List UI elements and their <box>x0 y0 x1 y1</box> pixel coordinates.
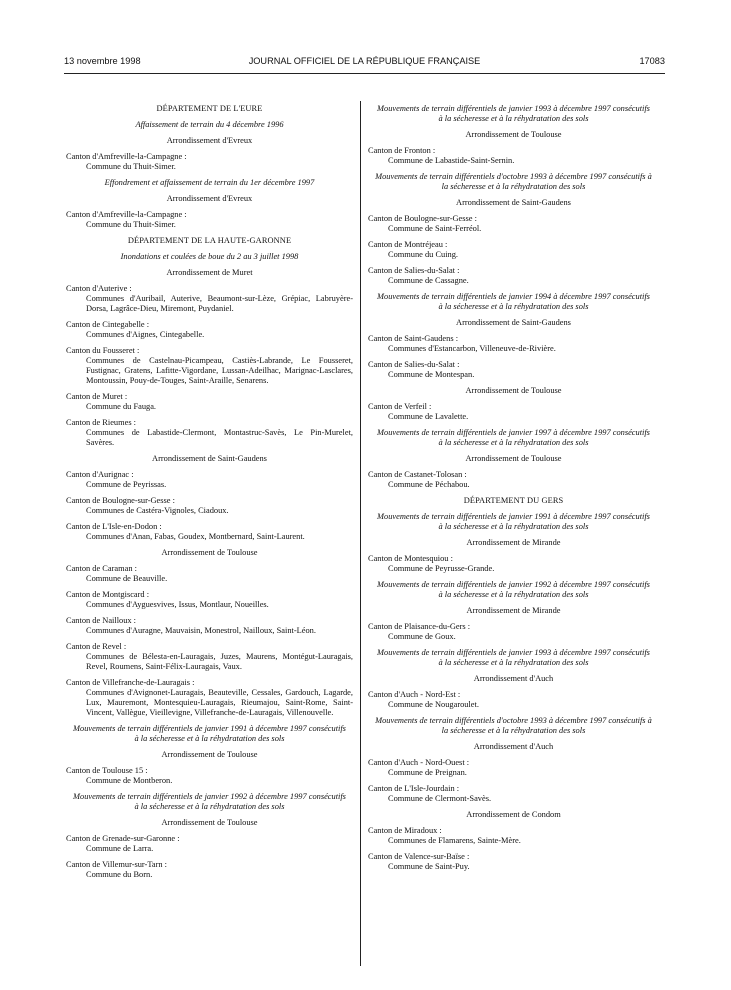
event-subtitle: Inondations et coulées de boue du 2 au 3 juillet 1998 <box>120 252 299 261</box>
canton-label: Canton de Caraman : <box>66 564 137 573</box>
arrondissement-heading: Arrondissement de Mirande <box>466 606 561 615</box>
canton-label: Canton d'Aurignac : <box>66 470 134 479</box>
event-subtitle: Mouvements de terrain différentiels d'octobre 1993 à décembre 1997 consécutifs à la sécheresse et à la réhydratation des sols <box>375 716 652 735</box>
communes-text: Commune de Beauville. <box>86 574 168 583</box>
communes-text: Commune de Saint-Ferréol. <box>388 224 482 233</box>
communes-text: Commune de Larra. <box>86 844 154 853</box>
department-title: DÉPARTEMENT DE L'EURE <box>156 104 263 113</box>
communes-text: Communes d'Ayguesvives, Issus, Montlaur, Noueilles. <box>86 600 269 609</box>
canton-label: Canton de Montgiscard : <box>66 590 150 599</box>
arrondissement-heading: Arrondissement de Toulouse <box>465 454 562 463</box>
communes-text: Commune du Fauga. <box>86 402 157 411</box>
communes-text: Communes de Bélesta-en-Lauragais, Juzes, Maurens, Montégut-Lauragais, Revel, Roumens, Saint-Félix-Lauragais, Vaux. <box>86 652 353 671</box>
event-subtitle: Mouvements de terrain différentiels de janvier 1992 à décembre 1997 consécutifs à la sécheresse et à la réhydratation des sols <box>377 580 650 599</box>
arrondissement-heading: Arrondissement de Saint-Gaudens <box>152 454 267 463</box>
communes-text: Commune de Preignan. <box>388 768 467 777</box>
canton-label: Canton de Muret : <box>66 392 128 401</box>
canton-label: Canton de Plaisance-du-Gers : <box>368 622 471 631</box>
event-subtitle: Mouvements de terrain différentiels de janvier 1993 à décembre 1997 consécutifs à la sécheresse et à la réhydratation des sols <box>377 648 650 667</box>
communes-text: Communes de Castelnau-Picampeau, Castiès-Labrande, Le Fousseret, Fustignac, Gratens, Lafitte-Vigordane, Lussan-Adeilhac, Marignac-Lasclares, Montoussin, Pouy-de-Touges, Saint-Araille, Senarens. <box>86 356 353 385</box>
arrondissement-heading: Arrondissement de Mirande <box>466 538 561 547</box>
department-title: DÉPARTEMENT DE LA HAUTE-GARONNE <box>127 236 292 245</box>
arrondissement-heading: Arrondissement d'Auch <box>473 674 554 683</box>
communes-text: Commune de Peyrusse-Grande. <box>388 564 495 573</box>
arrondissement-heading: Arrondissement de Toulouse <box>465 386 562 395</box>
communes-text: Commune de Lavalette. <box>388 412 469 421</box>
communes-text: Commune de Saint-Puy. <box>388 862 470 871</box>
communes-text: Communes d'Auribail, Auterive, Beaumont-sur-Lèze, Grépiac, Labruyère-Dorsa, Lagrâce-Dieu, Miremont, Puydaniel. <box>86 294 353 313</box>
canton-label: Canton de Miradoux : <box>368 826 442 835</box>
canton-label: Canton d'Amfreville-la-Campagne : <box>66 152 187 161</box>
canton-label: Canton de Boulogne-sur-Gesse : <box>66 496 175 505</box>
communes-text: Communes d'Estancarbon, Villeneuve-de-Rivière. <box>388 344 556 353</box>
event-subtitle: Effondrement et affaissement de terrain du 1er décembre 1997 <box>104 178 315 187</box>
canton-label: Canton de Salies-du-Salat : <box>368 266 460 275</box>
canton-label: Canton de Castanet-Tolosan : <box>368 470 467 479</box>
canton-label: Canton de Boulogne-sur-Gesse : <box>368 214 477 223</box>
canton-label: Canton de L'Isle-en-Dodon : <box>66 522 162 531</box>
canton-label: Canton d'Auch - Nord-Est : <box>368 690 461 699</box>
canton-label: Canton de Fronton : <box>368 146 436 155</box>
arrondissement-heading: Arrondissement de Toulouse <box>161 750 258 759</box>
communes-text: Commune de Nougaroulet. <box>388 700 479 709</box>
canton-label: Canton de Revel : <box>66 642 127 651</box>
arrondissement-heading: Arrondissement de Saint-Gaudens <box>456 198 571 207</box>
communes-text: Communes de Castéra-Vignoles, Ciadoux. <box>86 506 229 515</box>
canton-label: Canton de Montréjeau : <box>368 240 448 249</box>
header-date: 13 novembre 1998 <box>64 56 141 66</box>
arrondissement-heading: Arrondissement de Muret <box>166 268 253 277</box>
communes-text: Commune de Péchabou. <box>388 480 470 489</box>
event-subtitle: Mouvements de terrain différentiels de janvier 1991 à décembre 1997 consécutifs à la sécheresse et à la réhydratation des sols <box>377 512 650 531</box>
event-subtitle: Mouvements de terrain différentiels de janvier 1997 à décembre 1997 consécutifs à la sécheresse et à la réhydratation des sols <box>377 428 650 447</box>
communes-text: Communes d'Auragne, Mauvaisin, Monestrol, Nailloux, Saint-Léon. <box>86 626 316 635</box>
header-page-number: 17083 <box>639 56 665 66</box>
communes-text: Commune de Labastide-Saint-Sernin. <box>388 156 515 165</box>
communes-text: Communes d'Avignonet-Lauragais, Beauteville, Cessales, Gardouch, Lagarde, Lux, Mauremont, Montesquieu-Lauragais, Rieumajou, Saint-Rome, Saint-Vincent, Vallègue, Vieillevigne, Villefranche-de-Lauragais, Villenouvelle. <box>86 688 353 717</box>
canton-label: Canton de Grenade-sur-Garonne : <box>66 834 180 843</box>
canton-label: Canton de Saint-Gaudens : <box>368 334 459 343</box>
canton-label: Canton d'Auterive : <box>66 284 132 293</box>
communes-text: Commune de Montberon. <box>86 776 173 785</box>
communes-text: Communes de Flamarens, Sainte-Mère. <box>388 836 521 845</box>
event-subtitle: Mouvements de terrain différentiels de janvier 1994 à décembre 1997 consécutifs à la sécheresse et à la réhydratation des sols <box>377 292 650 311</box>
communes-text: Commune de Montespan. <box>388 370 475 379</box>
event-subtitle: Mouvements de terrain différentiels de janvier 1992 à décembre 1997 consécutifs à la sécheresse et à la réhydratation des sols <box>73 792 346 811</box>
left-column <box>66 100 353 886</box>
communes-text: Commune de Peyrissas. <box>86 480 167 489</box>
canton-label: Canton de Toulouse 15 : <box>66 766 148 775</box>
communes-text: Commune du Thuit-Simer. <box>86 220 176 229</box>
arrondissement-heading: Arrondissement de Toulouse <box>465 130 562 139</box>
canton-label: Canton de Villemur-sur-Tarn : <box>66 860 167 869</box>
communes-text: Commune du Cuing. <box>388 250 459 259</box>
canton-label: Canton d'Auch - Nord-Ouest : <box>368 758 470 767</box>
department-title: DÉPARTEMENT DU GERS <box>463 496 564 505</box>
canton-label: Canton de Verfeil : <box>368 402 432 411</box>
canton-label: Canton de Rieumes : <box>66 418 137 427</box>
communes-text: Communes d'Anan, Fabas, Goudex, Montbernard, Saint-Laurent. <box>86 532 305 541</box>
header-journal-title: JOURNAL OFFICIEL DE LA RÉPUBLIQUE FRANÇAISE <box>248 56 481 66</box>
canton-label: Canton de Cintegabelle : <box>66 320 150 329</box>
canton-label: Canton de Montesquiou : <box>368 554 453 563</box>
event-subtitle: Mouvements de terrain différentiels de janvier 1993 à décembre 1997 consécutifs à la sécheresse et à la réhydratation des sols <box>377 104 650 123</box>
canton-label: Canton de Villefranche-de-Lauragais : <box>66 678 195 687</box>
header-rule <box>64 73 665 74</box>
event-subtitle: Mouvements de terrain différentiels d'octobre 1993 à décembre 1997 consécutifs à la sécheresse et à la réhydratation des sols <box>375 172 652 191</box>
canton-label: Canton de Valence-sur-Baïse : <box>368 852 470 861</box>
arrondissement-heading: Arrondissement d'Evreux <box>166 194 253 203</box>
page-header <box>64 56 665 72</box>
arrondissement-heading: Arrondissement d'Evreux <box>166 136 253 145</box>
event-subtitle: Mouvements de terrain différentiels de janvier 1991 à décembre 1997 consécutifs à la sécheresse et à la réhydratation des sols <box>73 724 346 743</box>
arrondissement-heading: Arrondissement de Toulouse <box>161 818 258 827</box>
arrondissement-heading: Arrondissement d'Auch <box>473 742 554 751</box>
canton-label: Canton de L'Isle-Jourdain : <box>368 784 460 793</box>
communes-text: Communes de Labastide-Clermont, Montastruc-Savès, Le Pin-Murelet, Savères. <box>86 428 353 447</box>
communes-text: Commune de Clermont-Savès. <box>388 794 492 803</box>
communes-text: Commune de Goux. <box>388 632 456 641</box>
communes-text: Commune du Thuit-Simer. <box>86 162 176 171</box>
communes-text: Commune du Born. <box>86 870 153 879</box>
arrondissement-heading: Arrondissement de Condom <box>466 810 561 819</box>
arrondissement-heading: Arrondissement de Saint-Gaudens <box>456 318 571 327</box>
column-divider <box>360 101 361 966</box>
canton-label: Canton d'Amfreville-la-Campagne : <box>66 210 187 219</box>
event-subtitle: Affaissement de terrain du 4 décembre 1996 <box>135 120 284 129</box>
canton-label: Canton de Salies-du-Salat : <box>368 360 460 369</box>
communes-text: Communes d'Aignes, Cintegabelle. <box>86 330 205 339</box>
right-column <box>368 100 659 878</box>
canton-label: Canton du Fousseret : <box>66 346 140 355</box>
canton-label: Canton de Nailloux : <box>66 616 137 625</box>
arrondissement-heading: Arrondissement de Toulouse <box>161 548 258 557</box>
communes-text: Commune de Cassagne. <box>388 276 469 285</box>
